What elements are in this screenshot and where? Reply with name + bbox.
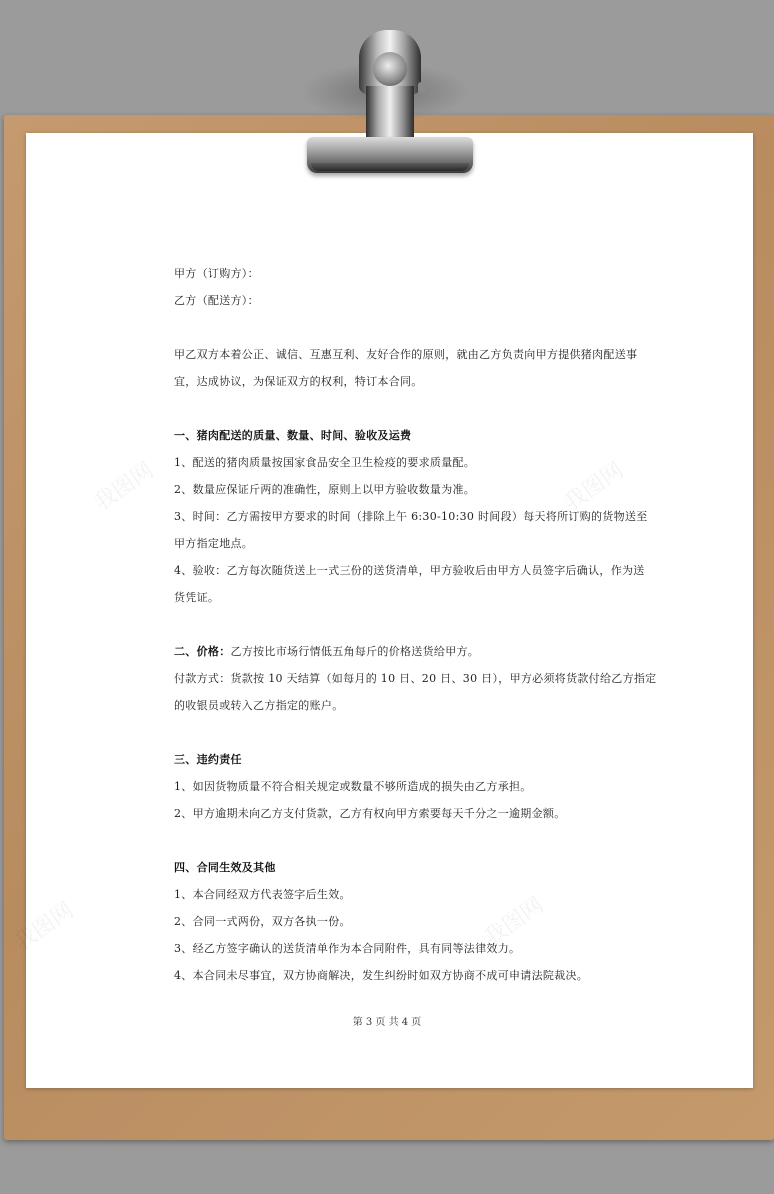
intro-paragraph-line: 宜，达成协议，为保证双方的权利，特订本合同。 bbox=[174, 375, 423, 388]
watermark: 我图网 bbox=[479, 892, 549, 952]
watermark: 我图网 bbox=[559, 457, 629, 517]
watermark: 我图网 bbox=[89, 457, 159, 517]
party-a-label: 甲方（订购方）： bbox=[174, 267, 259, 280]
binder-clip-hole bbox=[373, 52, 407, 86]
clause-text: 1、本合同经双方代表签字后生效。 bbox=[174, 888, 351, 901]
clause-text: 2、数量应保证斤两的准确性，原则上以甲方验收数量为准。 bbox=[174, 483, 476, 496]
clause-text: 4、验收：乙方每次随货送上一式三份的送货清单，甲方验收后由甲方人员签字后确认，作为送 bbox=[174, 564, 645, 577]
clause-text: 2、甲方逾期未向乙方支付货款，乙方有权向甲方索要每天千分之一逾期金额。 bbox=[174, 807, 566, 820]
section-heading-4: 四、合同生效及其他 bbox=[174, 861, 276, 874]
section-heading-3: 三、违约责任 bbox=[174, 753, 242, 766]
section-heading-1: 一、猪肉配送的质量、数量、时间、验收及运费 bbox=[174, 429, 412, 442]
binder-clip-neck bbox=[366, 86, 414, 142]
clause-text: 甲方指定地点。 bbox=[174, 537, 254, 550]
clause-text: 货凭证。 bbox=[174, 591, 220, 604]
price-text: 乙方按比市场行情低五角每斤的价格送货给甲方。 bbox=[230, 645, 480, 658]
clause-text: 1、配送的猪肉质量按国家食品安全卫生检疫的要求质量配。 bbox=[174, 456, 476, 469]
clause-text: 2、合同一式两份，双方各执一份。 bbox=[174, 915, 351, 928]
clause-text: 3、经乙方签字确认的送货清单作为本合同附件，具有同等法律效力。 bbox=[174, 942, 521, 955]
clause-text: 付款方式：货款按 10 天结算（如每月的 10 日、20 日、30 日），甲方必须将货款付给乙方指定 bbox=[174, 672, 657, 685]
clause-text: 1、如因货物质量不符合相关规定或数量不够所造成的损失由乙方承担。 bbox=[174, 780, 532, 793]
clause-text: 的收银员或转入乙方指定的账户。 bbox=[174, 699, 344, 712]
section-heading-2: 二、价格： bbox=[174, 645, 231, 658]
clause-text: 3、时间：乙方需按甲方要求的时间（排除上午 6:30-10:30 时间段）每天将所订购的货物送至 bbox=[174, 510, 648, 523]
clause-text: 4、本合同未尽事宜，双方协商解决，发生纠纷时如双方协商不成可申请法院裁决。 bbox=[174, 969, 589, 982]
page-number: 第 3 页 共 4 页 bbox=[352, 1017, 422, 1028]
intro-paragraph-line: 甲乙双方本着公正、诚信、互惠互利、友好合作的原则，就由乙方负责向甲方提供猪肉配送事 bbox=[174, 348, 638, 361]
binder-clip-lip bbox=[311, 163, 469, 171]
watermark: 我图网 bbox=[9, 897, 79, 957]
price-clause bbox=[174, 643, 479, 659]
party-b-label: 乙方（配送方）： bbox=[174, 294, 259, 307]
binder-clip-tab bbox=[418, 82, 426, 94]
